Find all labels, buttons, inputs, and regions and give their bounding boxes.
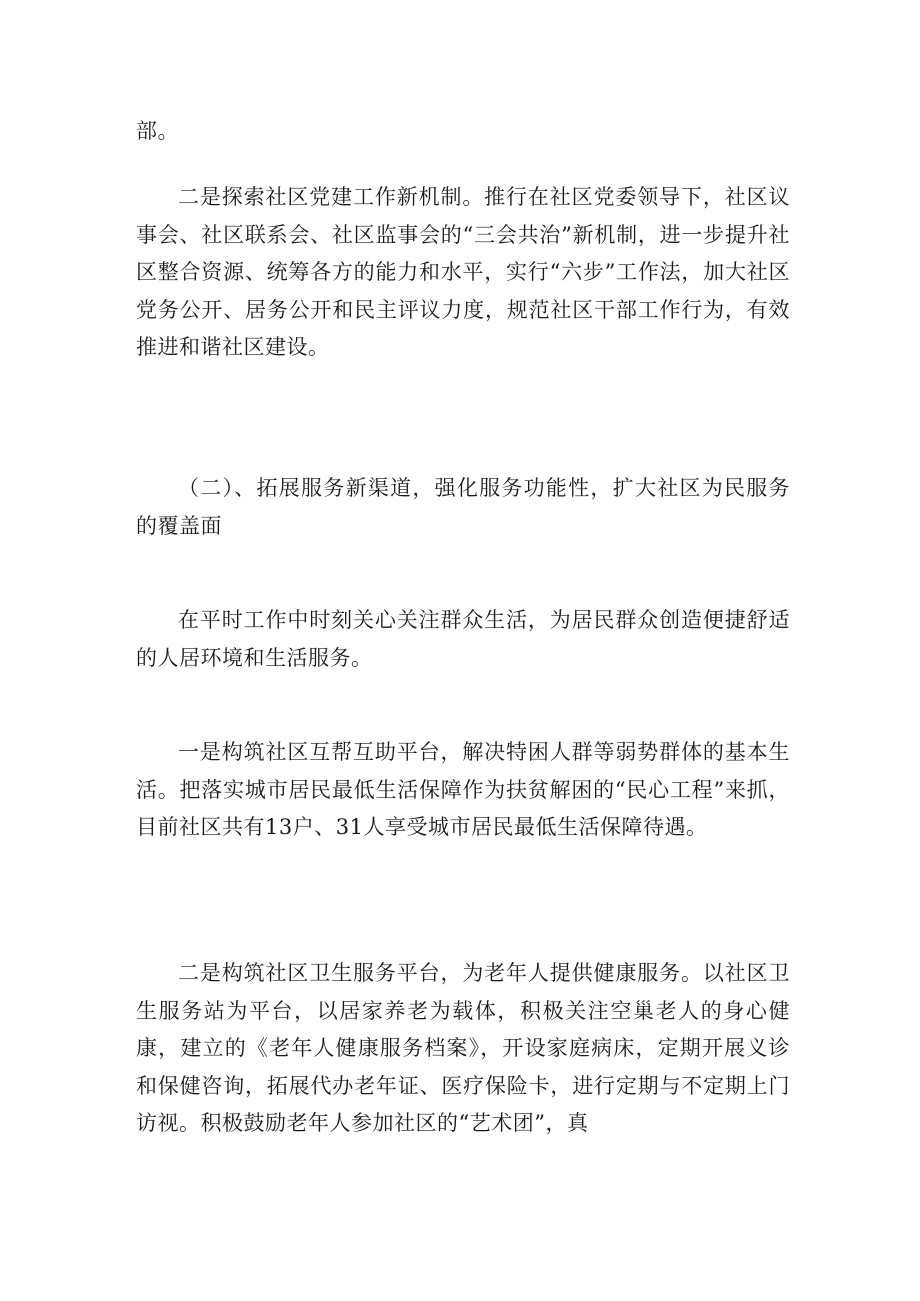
- paragraph-mutual-aid-platform: 一是构筑社区互帮互助平台，解决特困人群等弱势群体的基本生活。把落实城市居民最低生活保障作为扶贫解困的“民心工程”来抓，目前社区共有13户、31人享受城市居民最低生活保障待遇。: [136, 740, 790, 839]
- paragraph-resident-services: 在平时工作中时刻关心关注群众生活，为居民群众创造便捷舒适的人居环境和生活服务。: [136, 608, 790, 670]
- paragraph-party-building-mechanism: 二是探索社区党建工作新机制。推行在社区党委领导下，社区议事会、社区联系会、社区监事会的“三会共治”新机制，进一步提升社区整合资源、统筹各方的能力和水平，实行“六步”工作法，加大社区党务公开、居务公开和民主评议力度，规范社区干部工作行为，有效推进和谐社区建设。: [136, 185, 790, 359]
- paragraph-health-service-platform: 二是构筑社区卫生服务平台，为老年人提供健康服务。以社区卫生服务站为平台，以居家养老为载体，积极关注空巢老人的身心健康，建立的《老年人健康服务档案》，开设家庭病床，定期开展义诊和保健咨询，拓展代办老年证、医疗保险卡，进行定期与不定期上门访视。积极鼓励老年人参加社区的“艺术团”，真: [136, 961, 790, 1135]
- section-heading-service-channels: （二）、拓展服务新渠道，强化服务功能性，扩大社区为民服务的覆盖面: [136, 476, 790, 538]
- paragraph-continuation: 部。: [136, 119, 179, 143]
